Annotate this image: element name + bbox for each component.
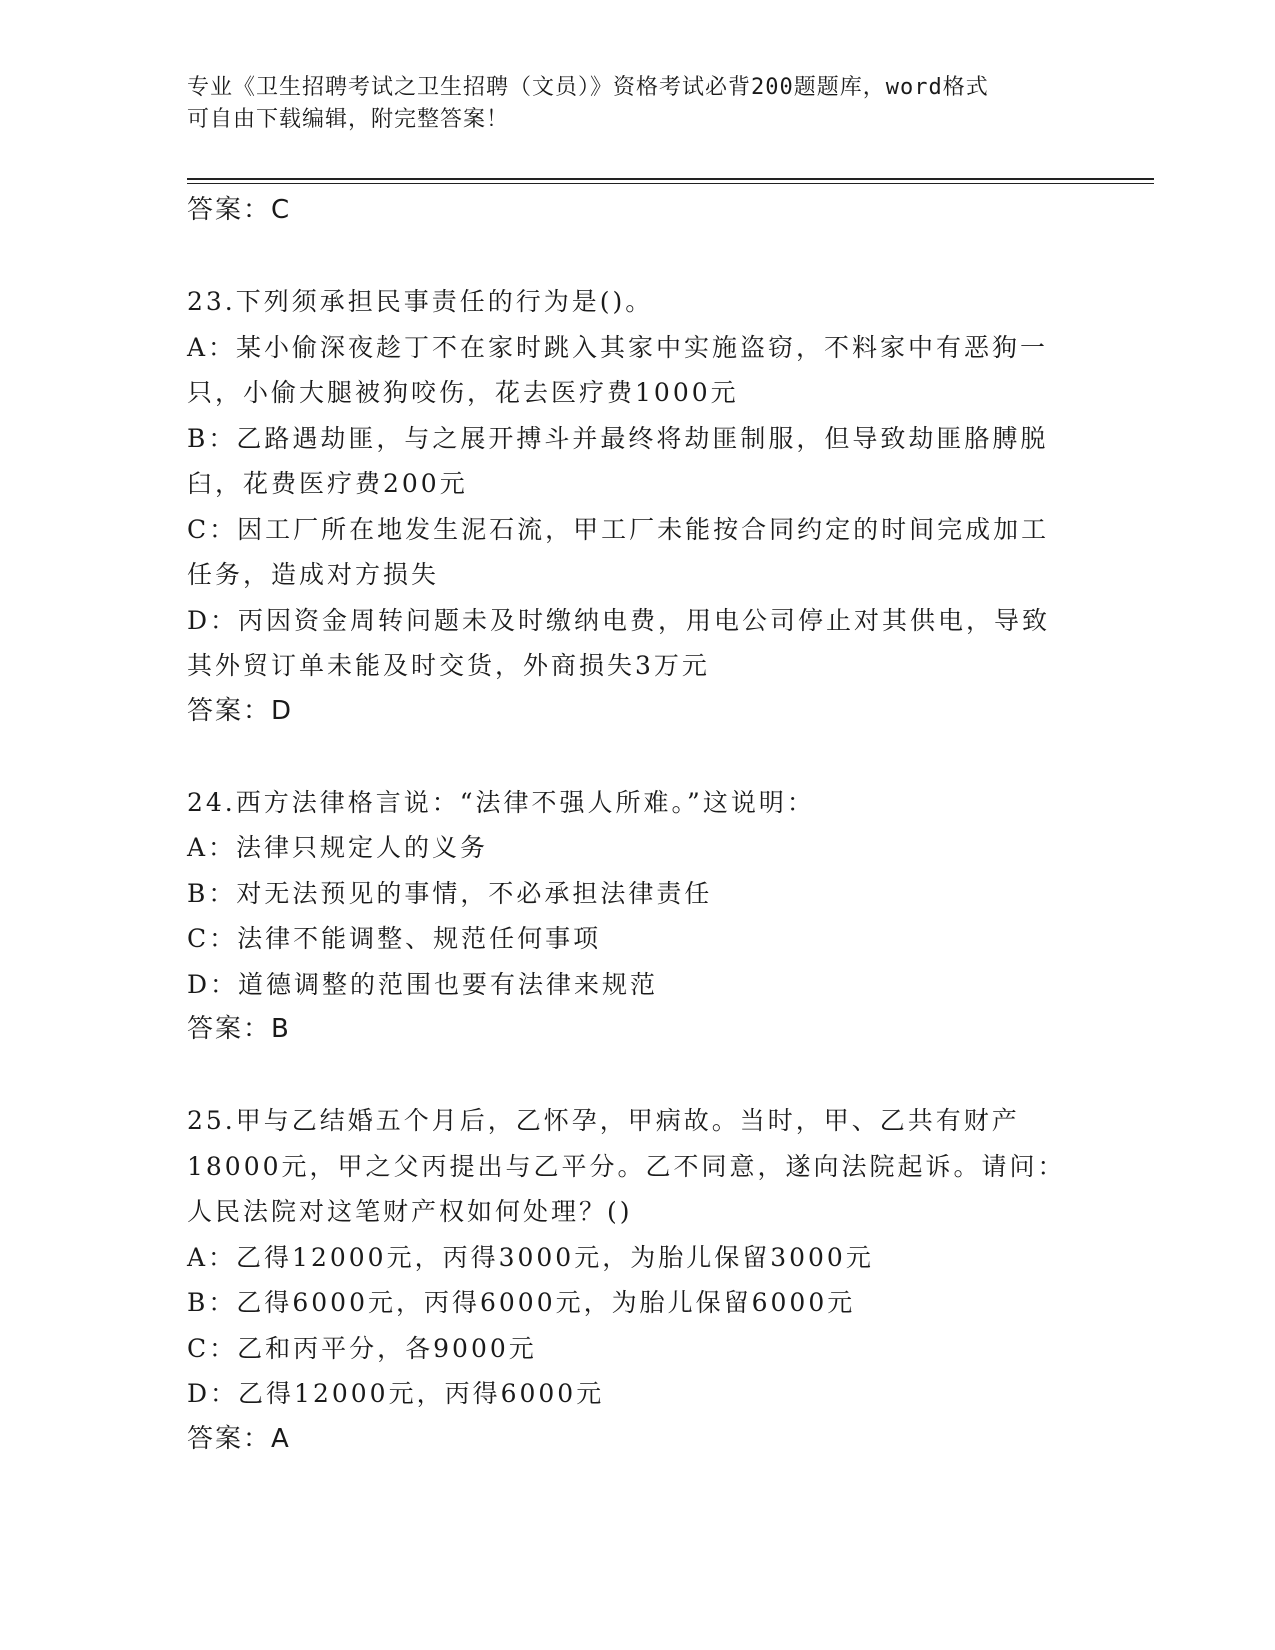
option-c: C：因工厂所在地发生泥石流，甲工厂未能按合同约定的时间完成加工 xyxy=(187,514,1050,544)
question-text: 25.甲与乙结婚五个月后，乙怀孕，甲病故。当时，甲、乙共有财产 xyxy=(187,1106,1020,1135)
option-a: A：法律只规定人的义务 xyxy=(187,833,489,862)
option-b-cont: 臼，花费医疗费200元 xyxy=(187,469,468,498)
header-rule-thick xyxy=(187,178,1154,180)
option-c-cont: 任务，造成对方损失 xyxy=(187,560,440,589)
option-d: D：乙得12000元，丙得6000元 xyxy=(187,1379,605,1408)
option-c: C：法律不能调整、规范任何事项 xyxy=(187,924,602,953)
question-text-cont: 人民法院对这笔财产权如何处理？() xyxy=(187,1197,633,1226)
document-body xyxy=(187,188,1087,1462)
option-b: B：乙得6000元，丙得6000元，为胎儿保留6000元 xyxy=(187,1288,856,1317)
question-text: 23.下列须承担民事责任的行为是()。 xyxy=(187,287,654,316)
question-24 xyxy=(187,780,1087,1053)
option-a-cont: 只，小偷大腿被狗咬伤，花去医疗费1000元 xyxy=(187,378,739,407)
option-a: A：某小偷深夜趁丁不在家时跳入其家中实施盗窃，不料家中有恶狗一 xyxy=(187,332,1049,362)
option-d-cont: 其外贸订单未能及时交货，外商损失3万元 xyxy=(187,651,710,680)
answer: 答案：B xyxy=(187,1014,291,1044)
document-header xyxy=(187,72,1067,136)
option-b: B：对无法预见的事情，不必承担法律责任 xyxy=(187,878,713,908)
header-rule-thin xyxy=(187,183,1154,184)
option-b: B：乙路遇劫匪，与之展开搏斗并最终将劫匪制服，但导致劫匪胳膊脱 xyxy=(187,423,1049,453)
question-25 xyxy=(187,1098,1087,1462)
question-23 xyxy=(187,279,1087,734)
option-d: D：道德调整的范围也要有法律来规范 xyxy=(187,969,659,999)
answer: 答案：D xyxy=(187,695,294,726)
header-line-2: 可自由下载编辑，附完整答案！ xyxy=(187,107,510,132)
question-text: 24.西方法律格言说：“法律不强人所难。”这说明： xyxy=(187,787,815,817)
answer: 答案：A xyxy=(187,1423,291,1454)
option-a: A：乙得12000元，丙得3000元，为胎儿保留3000元 xyxy=(187,1242,874,1272)
question-text-cont: 18000元，甲之父丙提出与乙平分。乙不同意，遂向法院起诉。请问： xyxy=(187,1151,1066,1181)
option-d: D：丙因资金周转问题未及时缴纳电费，用电公司停止对其供电，导致 xyxy=(187,605,1051,635)
previous-answer: 答案：C xyxy=(187,195,292,225)
header-line-1: 专业《卫生招聘考试之卫生招聘（文员）》资格考试必背200题题库，word格式 xyxy=(187,75,989,100)
option-c: C：乙和丙平分，各9000元 xyxy=(187,1333,537,1363)
